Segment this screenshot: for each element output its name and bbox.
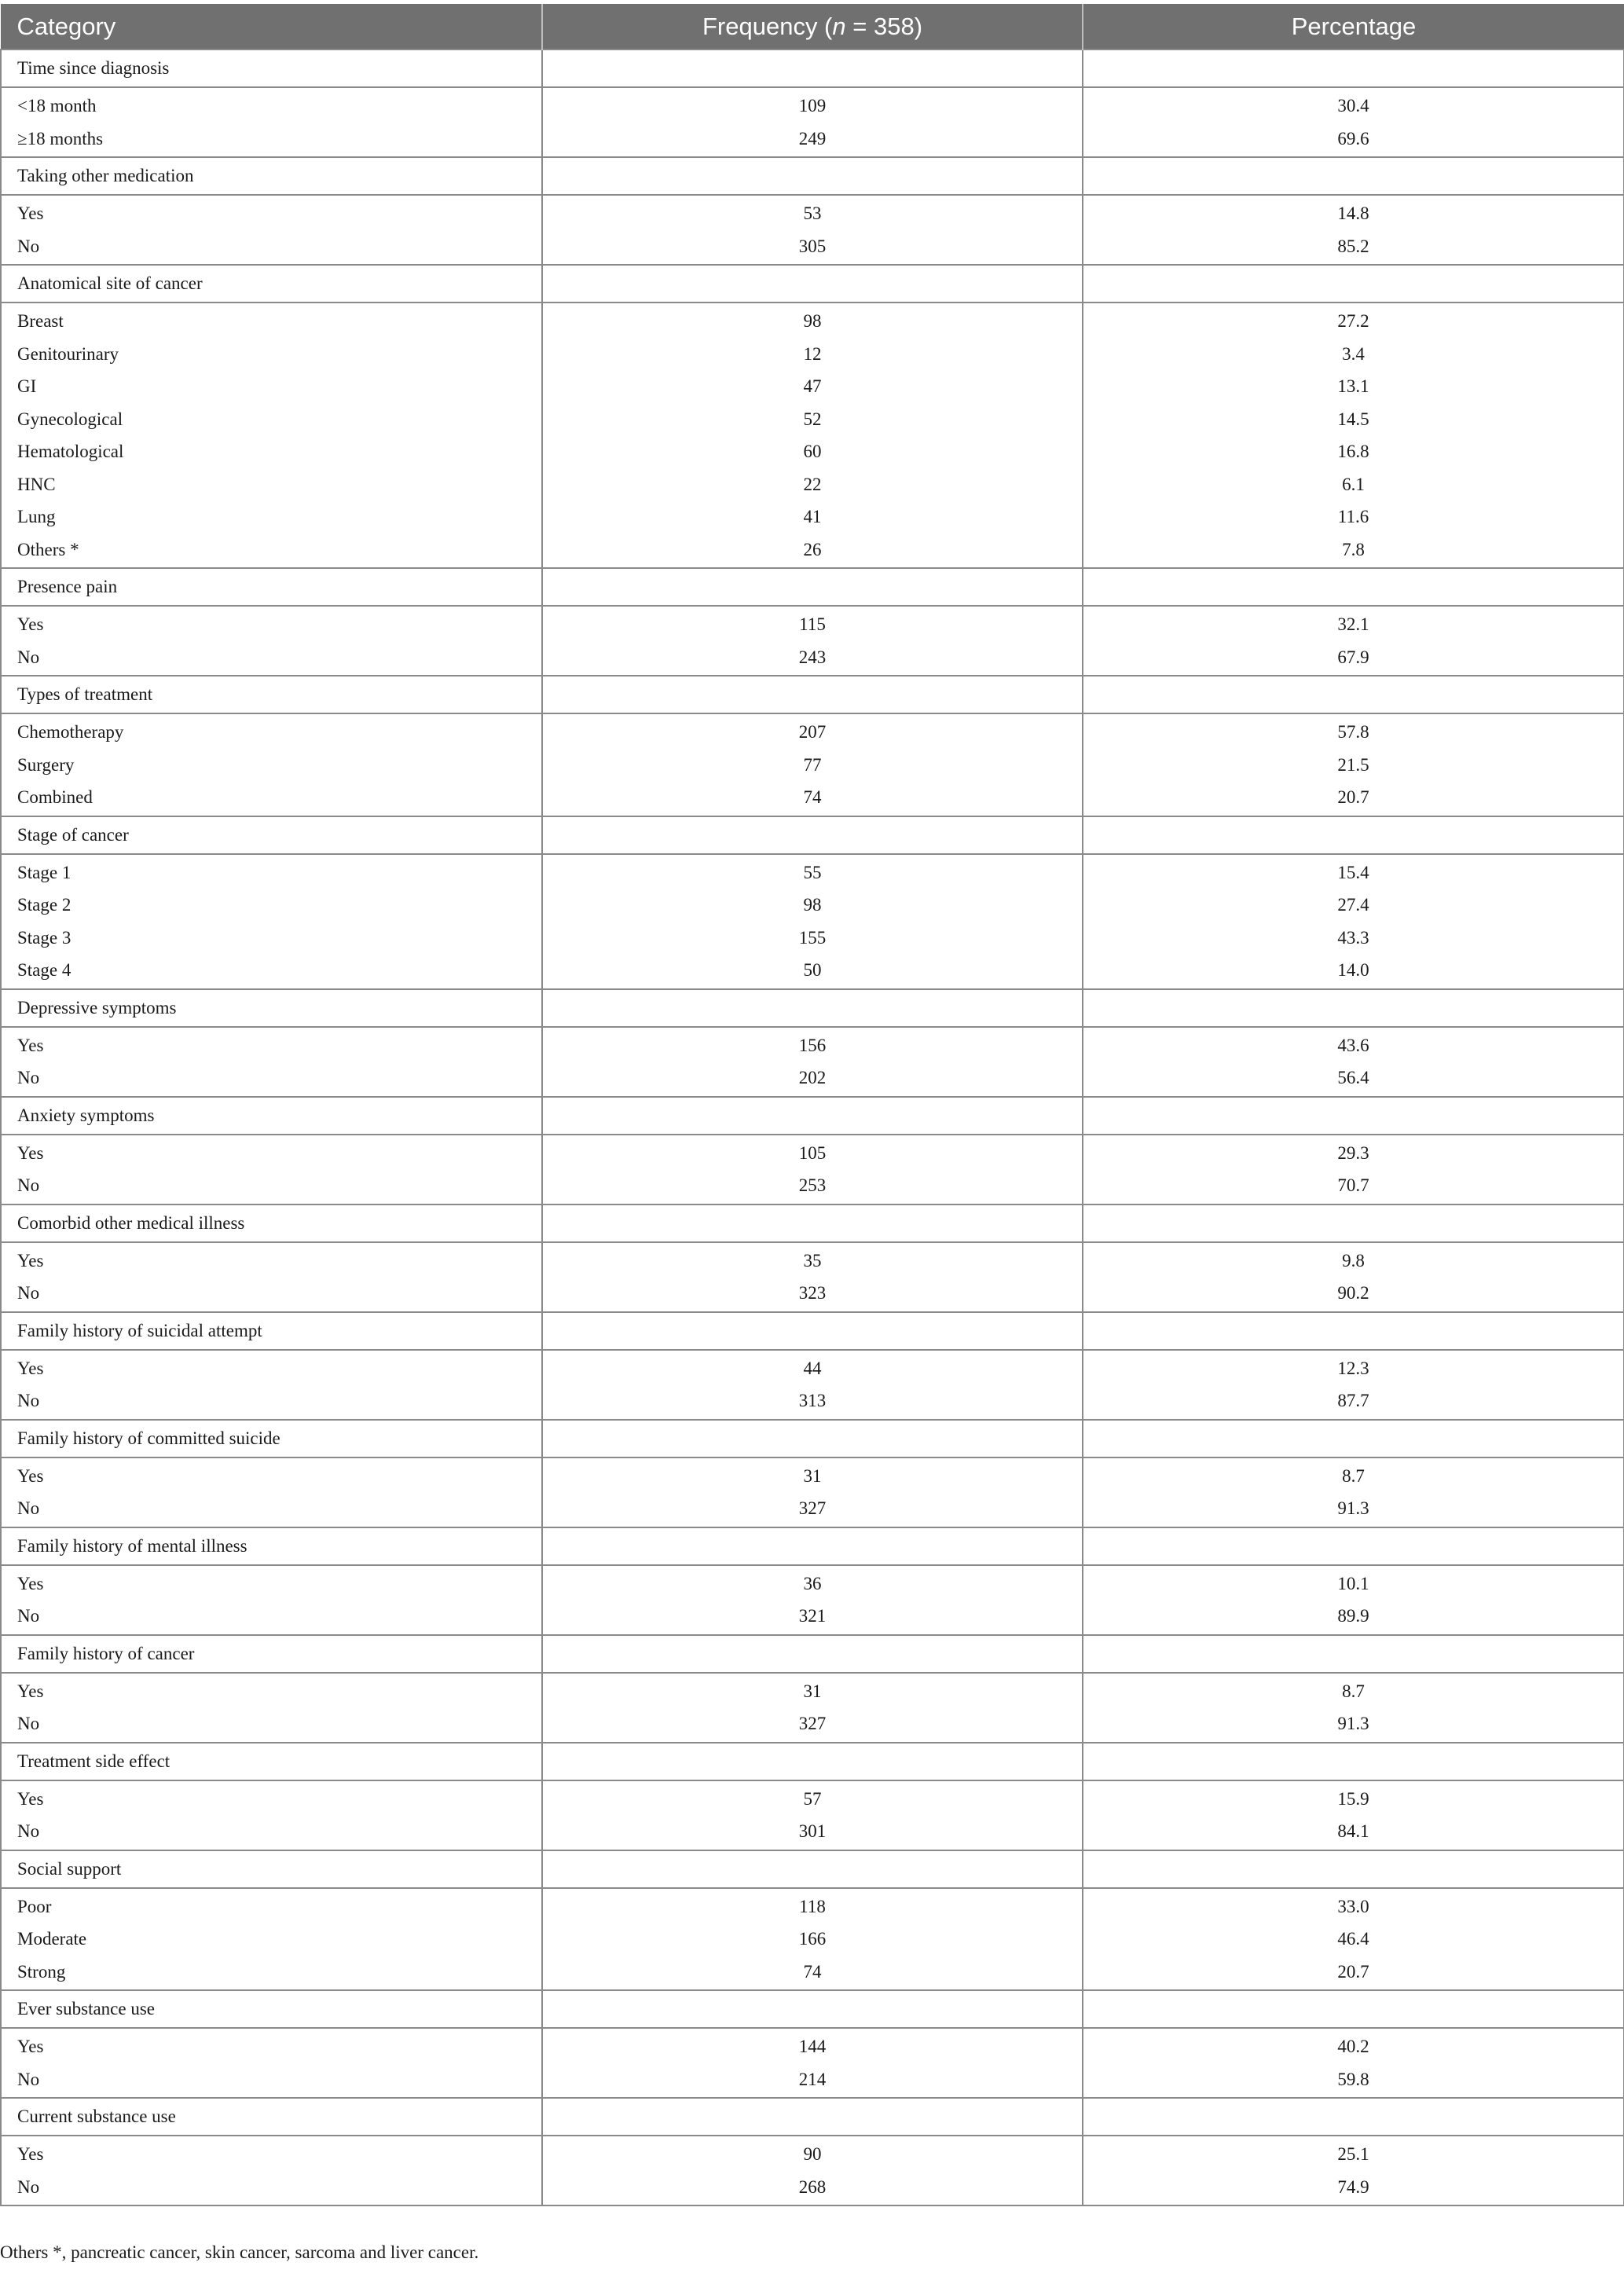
row-percentage: 67.9 [1083, 641, 1624, 676]
header-frequency-n: n [832, 12, 846, 40]
category-label: Stage of cancer [1, 816, 542, 854]
row-label: Moderate [1, 1923, 542, 1956]
category-percentage-empty [1083, 1204, 1624, 1242]
header-frequency [542, 4, 1083, 50]
category-frequency-empty [542, 2098, 1083, 2136]
row-label: No [1, 1169, 542, 1204]
row-label: Yes [1, 2028, 542, 2063]
category-frequency-empty [542, 1204, 1083, 1242]
row-label: Stage 1 [1, 854, 542, 889]
category-label: Family history of suicidal attempt [1, 1312, 542, 1350]
header-row [1, 4, 1624, 50]
category-row [1, 1527, 1624, 1565]
table-row [1, 713, 1624, 749]
row-frequency: 156 [542, 1027, 1083, 1062]
row-label: Others * [1, 534, 542, 569]
category-row [1, 265, 1624, 302]
category-percentage-empty [1083, 265, 1624, 302]
table-row [1, 749, 1624, 782]
table-row [1, 1277, 1624, 1312]
table-row [1, 781, 1624, 816]
table-row [1, 1027, 1624, 1062]
row-percentage: 6.1 [1083, 468, 1624, 501]
row-percentage: 33.0 [1083, 1888, 1624, 1923]
category-label: Current substance use [1, 2098, 542, 2136]
category-label: Presence pain [1, 568, 542, 606]
category-label: Family history of cancer [1, 1635, 542, 1673]
row-percentage: 43.3 [1083, 922, 1624, 955]
row-label: Strong [1, 1956, 542, 1991]
category-label: Anatomical site of cancer [1, 265, 542, 302]
row-frequency: 115 [542, 606, 1083, 641]
table-row [1, 641, 1624, 676]
table-row [1, 1062, 1624, 1097]
table-row [1, 1169, 1624, 1204]
category-row [1, 676, 1624, 713]
row-percentage: 12.3 [1083, 1350, 1624, 1385]
category-percentage-empty [1083, 1635, 1624, 1673]
data-table [0, 4, 1624, 2206]
table-row [1, 1673, 1624, 1708]
row-label: No [1, 641, 542, 676]
row-percentage: 91.3 [1083, 1492, 1624, 1527]
category-row [1, 1743, 1624, 1780]
row-frequency: 253 [542, 1169, 1083, 1204]
category-percentage-empty [1083, 2098, 1624, 2136]
row-frequency: 313 [542, 1384, 1083, 1420]
category-frequency-empty [542, 50, 1083, 87]
row-label: No [1, 1384, 542, 1420]
table-row [1, 1242, 1624, 1278]
row-percentage: 40.2 [1083, 2028, 1624, 2063]
row-frequency: 90 [542, 2136, 1083, 2171]
row-label: Yes [1, 1350, 542, 1385]
category-percentage-empty [1083, 676, 1624, 713]
row-frequency: 323 [542, 1277, 1083, 1312]
row-percentage: 57.8 [1083, 713, 1624, 749]
row-frequency: 305 [542, 230, 1083, 266]
category-row [1, 1204, 1624, 1242]
row-frequency: 98 [542, 889, 1083, 922]
table-row [1, 195, 1624, 230]
table-row [1, 606, 1624, 641]
row-frequency: 77 [542, 749, 1083, 782]
row-label: Chemotherapy [1, 713, 542, 749]
row-frequency: 144 [542, 2028, 1083, 2063]
row-percentage: 87.7 [1083, 1384, 1624, 1420]
row-percentage: 14.0 [1083, 954, 1624, 989]
row-frequency: 35 [542, 1242, 1083, 1278]
category-row [1, 1420, 1624, 1458]
category-row [1, 1990, 1624, 2028]
table-row [1, 954, 1624, 989]
table-row [1, 370, 1624, 403]
category-frequency-empty [542, 568, 1083, 606]
category-frequency-empty [542, 989, 1083, 1027]
row-label: No [1, 1707, 542, 1743]
table-row [1, 468, 1624, 501]
row-percentage: 14.5 [1083, 403, 1624, 436]
category-frequency-empty [542, 1743, 1083, 1780]
row-label: Yes [1, 1458, 542, 1493]
category-row [1, 1635, 1624, 1673]
table-row [1, 2136, 1624, 2171]
row-label: Surgery [1, 749, 542, 782]
category-percentage-empty [1083, 157, 1624, 195]
row-label: Stage 3 [1, 922, 542, 955]
row-label: Lung [1, 500, 542, 534]
row-label: No [1, 2171, 542, 2206]
row-percentage: 84.1 [1083, 1815, 1624, 1850]
table-row [1, 1458, 1624, 1493]
row-label: No [1, 230, 542, 266]
table-row [1, 338, 1624, 371]
row-percentage: 11.6 [1083, 500, 1624, 534]
category-frequency-empty [542, 157, 1083, 195]
row-label: Yes [1, 1027, 542, 1062]
category-label: Taking other medication [1, 157, 542, 195]
category-row [1, 1097, 1624, 1135]
row-percentage: 21.5 [1083, 749, 1624, 782]
row-percentage: 74.9 [1083, 2171, 1624, 2206]
row-frequency: 12 [542, 338, 1083, 371]
category-row [1, 989, 1624, 1027]
row-label: No [1, 1062, 542, 1097]
category-frequency-empty [542, 1097, 1083, 1135]
category-frequency-empty [542, 676, 1083, 713]
row-label: GI [1, 370, 542, 403]
table-row [1, 1888, 1624, 1923]
row-percentage: 56.4 [1083, 1062, 1624, 1097]
row-frequency: 36 [542, 1565, 1083, 1600]
row-percentage: 91.3 [1083, 1707, 1624, 1743]
table-row [1, 1350, 1624, 1385]
table-row [1, 1923, 1624, 1956]
category-frequency-empty [542, 1635, 1083, 1673]
row-percentage: 30.4 [1083, 87, 1624, 123]
row-percentage: 69.6 [1083, 123, 1624, 158]
row-label: Yes [1, 1780, 542, 1816]
table-row [1, 1492, 1624, 1527]
category-label: Ever substance use [1, 1990, 542, 2028]
table-row [1, 1956, 1624, 1991]
table-row [1, 435, 1624, 468]
category-percentage-empty [1083, 1743, 1624, 1780]
category-label: Types of treatment [1, 676, 542, 713]
row-frequency: 41 [542, 500, 1083, 534]
row-frequency: 57 [542, 1780, 1083, 1816]
row-frequency: 327 [542, 1707, 1083, 1743]
category-row [1, 816, 1624, 854]
row-frequency: 155 [542, 922, 1083, 955]
row-percentage: 59.8 [1083, 2063, 1624, 2099]
table-row [1, 87, 1624, 123]
category-percentage-empty [1083, 568, 1624, 606]
table-row [1, 1135, 1624, 1170]
header-frequency-suffix: = 358) [845, 12, 923, 40]
row-label: HNC [1, 468, 542, 501]
category-label: Social support [1, 1850, 542, 1888]
row-label: <18 month [1, 87, 542, 123]
table-row [1, 123, 1624, 158]
row-label: No [1, 1600, 542, 1635]
row-percentage: 27.4 [1083, 889, 1624, 922]
row-percentage: 13.1 [1083, 370, 1624, 403]
table-row [1, 534, 1624, 569]
row-label: Yes [1, 1135, 542, 1170]
row-label: Stage 2 [1, 889, 542, 922]
table-row [1, 403, 1624, 436]
table-row [1, 2063, 1624, 2099]
table-row [1, 889, 1624, 922]
table-row [1, 500, 1624, 534]
table-row [1, 1565, 1624, 1600]
row-label: Yes [1, 1242, 542, 1278]
row-percentage: 29.3 [1083, 1135, 1624, 1170]
category-frequency-empty [542, 1527, 1083, 1565]
category-label: Family history of committed suicide [1, 1420, 542, 1458]
category-percentage-empty [1083, 1097, 1624, 1135]
row-percentage: 20.7 [1083, 781, 1624, 816]
row-percentage: 8.7 [1083, 1673, 1624, 1708]
row-label: No [1, 2063, 542, 2099]
row-percentage: 16.8 [1083, 435, 1624, 468]
row-percentage: 10.1 [1083, 1565, 1624, 1600]
row-percentage: 27.2 [1083, 302, 1624, 338]
row-percentage: 3.4 [1083, 338, 1624, 371]
row-frequency: 109 [542, 87, 1083, 123]
category-frequency-empty [542, 816, 1083, 854]
row-frequency: 50 [542, 954, 1083, 989]
category-frequency-empty [542, 1420, 1083, 1458]
table-row [1, 1815, 1624, 1850]
row-frequency: 268 [542, 2171, 1083, 2206]
row-label: Combined [1, 781, 542, 816]
row-label: Yes [1, 195, 542, 230]
row-percentage: 90.2 [1083, 1277, 1624, 1312]
row-label: Yes [1, 1673, 542, 1708]
row-frequency: 243 [542, 641, 1083, 676]
row-frequency: 53 [542, 195, 1083, 230]
category-percentage-empty [1083, 1312, 1624, 1350]
row-label: Yes [1, 1565, 542, 1600]
category-label: Time since diagnosis [1, 50, 542, 87]
category-row [1, 1312, 1624, 1350]
row-frequency: 321 [542, 1600, 1083, 1635]
category-frequency-empty [542, 1990, 1083, 2028]
row-frequency: 118 [542, 1888, 1083, 1923]
category-frequency-empty [542, 265, 1083, 302]
row-percentage: 7.8 [1083, 534, 1624, 569]
row-percentage: 15.4 [1083, 854, 1624, 889]
row-label: Gynecological [1, 403, 542, 436]
row-percentage: 89.9 [1083, 1600, 1624, 1635]
table-footnote: Others *, pancreatic cancer, skin cancer, sarcoma and liver cancer. [0, 2242, 479, 2262]
row-frequency: 105 [542, 1135, 1083, 1170]
row-percentage: 85.2 [1083, 230, 1624, 266]
table-row [1, 230, 1624, 266]
category-label: Treatment side effect [1, 1743, 542, 1780]
table-row [1, 1707, 1624, 1743]
category-label: Family history of mental illness [1, 1527, 542, 1565]
row-frequency: 74 [542, 781, 1083, 816]
row-frequency: 26 [542, 534, 1083, 569]
category-percentage-empty [1083, 50, 1624, 87]
category-row [1, 1850, 1624, 1888]
category-label: Anxiety symptoms [1, 1097, 542, 1135]
row-percentage: 20.7 [1083, 1956, 1624, 1991]
row-frequency: 98 [542, 302, 1083, 338]
table-row [1, 1600, 1624, 1635]
row-frequency: 214 [542, 2063, 1083, 2099]
row-frequency: 202 [542, 1062, 1083, 1097]
row-frequency: 207 [542, 713, 1083, 749]
row-frequency: 47 [542, 370, 1083, 403]
category-row [1, 568, 1624, 606]
row-percentage: 15.9 [1083, 1780, 1624, 1816]
row-percentage: 25.1 [1083, 2136, 1624, 2171]
row-frequency: 166 [542, 1923, 1083, 1956]
category-row [1, 2098, 1624, 2136]
row-frequency: 301 [542, 1815, 1083, 1850]
row-label: No [1, 1815, 542, 1850]
row-percentage: 9.8 [1083, 1242, 1624, 1278]
row-frequency: 60 [542, 435, 1083, 468]
row-label: Genitourinary [1, 338, 542, 371]
table-row [1, 302, 1624, 338]
category-frequency-empty [542, 1312, 1083, 1350]
row-frequency: 44 [542, 1350, 1083, 1385]
header-category: Category [1, 4, 542, 50]
row-percentage: 32.1 [1083, 606, 1624, 641]
row-percentage: 8.7 [1083, 1458, 1624, 1493]
row-label: Stage 4 [1, 954, 542, 989]
header-percentage: Percentage [1083, 4, 1624, 50]
table-body [1, 50, 1624, 2206]
row-label: Breast [1, 302, 542, 338]
table-row [1, 922, 1624, 955]
row-frequency: 52 [542, 403, 1083, 436]
row-frequency: 31 [542, 1458, 1083, 1493]
category-label: Depressive symptoms [1, 989, 542, 1027]
category-percentage-empty [1083, 1850, 1624, 1888]
row-frequency: 55 [542, 854, 1083, 889]
table-header [1, 4, 1624, 50]
row-frequency: 327 [542, 1492, 1083, 1527]
category-label: Comorbid other medical illness [1, 1204, 542, 1242]
row-label: Hematological [1, 435, 542, 468]
row-percentage: 70.7 [1083, 1169, 1624, 1204]
table-row [1, 1384, 1624, 1420]
row-frequency: 249 [542, 123, 1083, 158]
row-label: No [1, 1277, 542, 1312]
category-row [1, 157, 1624, 195]
category-percentage-empty [1083, 1990, 1624, 2028]
row-label: ≥18 months [1, 123, 542, 158]
table-row [1, 1780, 1624, 1816]
row-frequency: 22 [542, 468, 1083, 501]
category-percentage-empty [1083, 1420, 1624, 1458]
row-label: Yes [1, 606, 542, 641]
row-label: Poor [1, 1888, 542, 1923]
row-label: No [1, 1492, 542, 1527]
header-frequency-prefix: Frequency ( [702, 12, 833, 40]
table-row [1, 2028, 1624, 2063]
row-percentage: 43.6 [1083, 1027, 1624, 1062]
category-percentage-empty [1083, 816, 1624, 854]
table-row [1, 854, 1624, 889]
row-label: Yes [1, 2136, 542, 2171]
row-frequency: 31 [542, 1673, 1083, 1708]
row-frequency: 74 [542, 1956, 1083, 1991]
category-frequency-empty [542, 1850, 1083, 1888]
category-percentage-empty [1083, 989, 1624, 1027]
category-row [1, 50, 1624, 87]
row-percentage: 46.4 [1083, 1923, 1624, 1956]
category-percentage-empty [1083, 1527, 1624, 1565]
row-percentage: 14.8 [1083, 195, 1624, 230]
table-row [1, 2171, 1624, 2206]
